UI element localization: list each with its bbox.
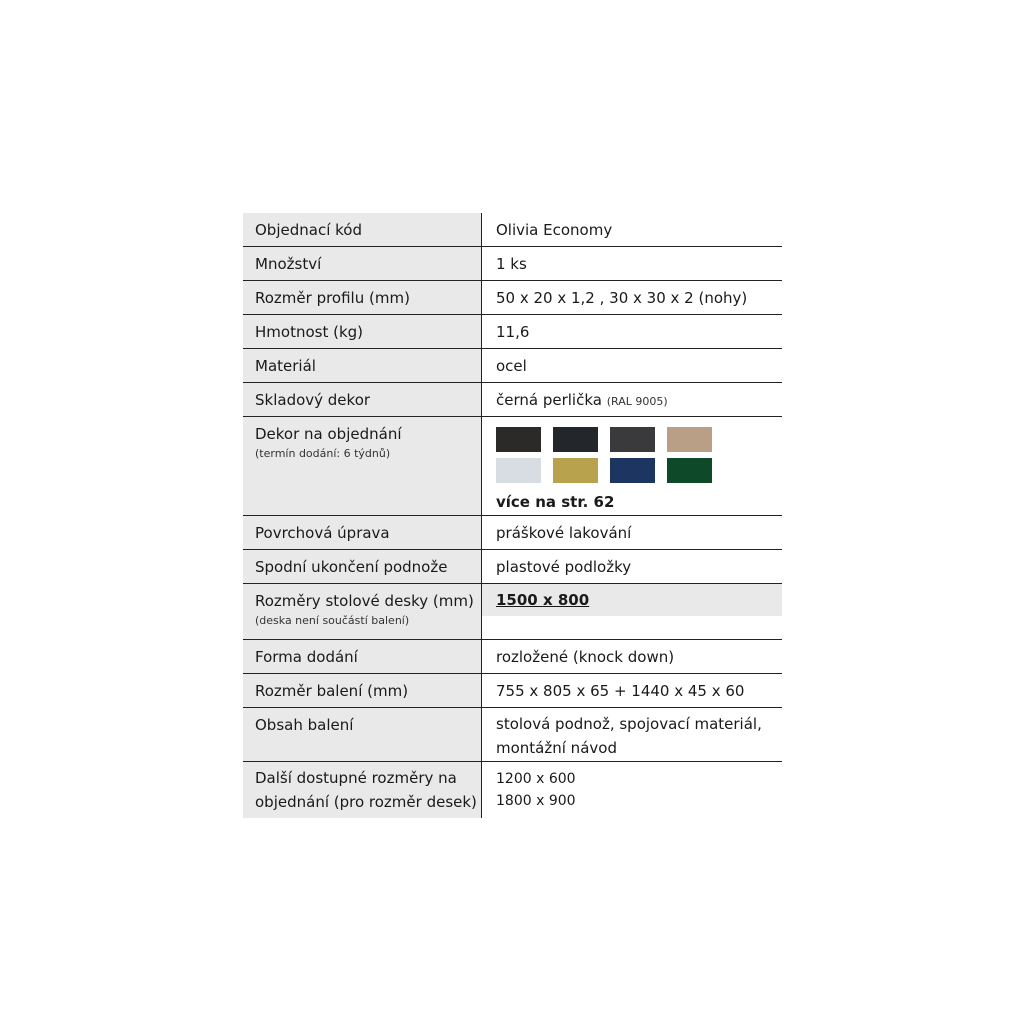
- row-label-note: (termín dodání: 6 týdnů): [255, 447, 391, 460]
- table-row: [243, 213, 782, 247]
- row-label: [243, 584, 482, 639]
- color-swatch-anthracite: [553, 427, 598, 452]
- table-row: [243, 315, 782, 349]
- row-value: Olivia Economy: [496, 221, 613, 239]
- row-label-note: (deska není součástí balení): [255, 614, 410, 627]
- row-value: 11,6: [496, 323, 530, 341]
- row-label-line: Další dostupné rozměry na: [255, 769, 457, 787]
- color-swatch-beige-bronze: [667, 427, 712, 452]
- row-label-text: Rozměry stolové desky (mm): [255, 592, 474, 610]
- row-label: Spodní ukončení podnože: [243, 550, 482, 583]
- row-value: [482, 417, 782, 515]
- row-value: práškové lakování: [496, 524, 632, 542]
- row-value-line: stolová podnož, spojovací materiál,: [496, 715, 762, 733]
- row-value: [482, 383, 782, 416]
- color-swatch-dark-green: [667, 458, 712, 483]
- color-swatches: [496, 427, 782, 483]
- row-label: Forma dodání: [243, 640, 482, 673]
- table-top-size: 1500 x 800: [496, 591, 590, 609]
- row-value-line: montážní návod: [496, 739, 617, 757]
- row-label: Rozměr profilu (mm): [243, 281, 482, 314]
- table-row: [243, 247, 782, 281]
- row-label: Povrchová úprava: [243, 516, 482, 549]
- row-label: Množství: [243, 247, 482, 280]
- row-value: [482, 708, 782, 761]
- table-row: [243, 550, 782, 584]
- row-label-text: Dekor na objednání: [255, 425, 402, 443]
- table-row: [243, 762, 782, 818]
- row-value: [482, 762, 782, 818]
- table-row: [243, 674, 782, 708]
- row-label: Rozměr balení (mm): [243, 674, 482, 707]
- table-row: [243, 281, 782, 315]
- row-label: Hmotnost (kg): [243, 315, 482, 348]
- row-value-line: 1200 x 600: [496, 771, 576, 787]
- row-value-line: 1800 x 900: [496, 793, 576, 809]
- row-label: [243, 417, 482, 515]
- ral-code: (RAL 9005): [606, 395, 668, 408]
- stock-decor-name: černá perlička: [496, 391, 602, 409]
- row-label: Materiál: [243, 349, 482, 382]
- row-label: Obsah balení: [243, 708, 482, 761]
- color-swatch-black-texture: [496, 427, 541, 452]
- row-label-line: objednání (pro rozměr desek): [255, 793, 477, 811]
- color-swatch-gold: [553, 458, 598, 483]
- row-value: plastové podložky: [496, 558, 632, 576]
- spec-table: [243, 213, 782, 818]
- row-value: 755 x 805 x 65 + 1440 x 45 x 60: [496, 682, 745, 700]
- row-label: Skladový dekor: [243, 383, 482, 416]
- table-row: [243, 640, 782, 674]
- table-row: [243, 516, 782, 550]
- color-swatch-dark-metallic: [610, 427, 655, 452]
- row-label: Objednací kód: [243, 213, 482, 246]
- row-label: [243, 762, 482, 818]
- table-row: [243, 584, 782, 640]
- see-more-text: více na str. 62: [496, 493, 615, 511]
- table-row: [243, 708, 782, 762]
- color-swatch-navy-blue: [610, 458, 655, 483]
- row-value: [482, 584, 782, 639]
- table-row: [243, 417, 782, 516]
- color-swatch-light-gray: [496, 458, 541, 483]
- row-value: ocel: [496, 357, 527, 375]
- table-row: [243, 349, 782, 383]
- row-value: 50 x 20 x 1,2 , 30 x 30 x 2 (nohy): [496, 289, 748, 307]
- row-value: 1 ks: [496, 255, 527, 273]
- table-row: [243, 383, 782, 417]
- row-value: rozložené (knock down): [496, 648, 675, 666]
